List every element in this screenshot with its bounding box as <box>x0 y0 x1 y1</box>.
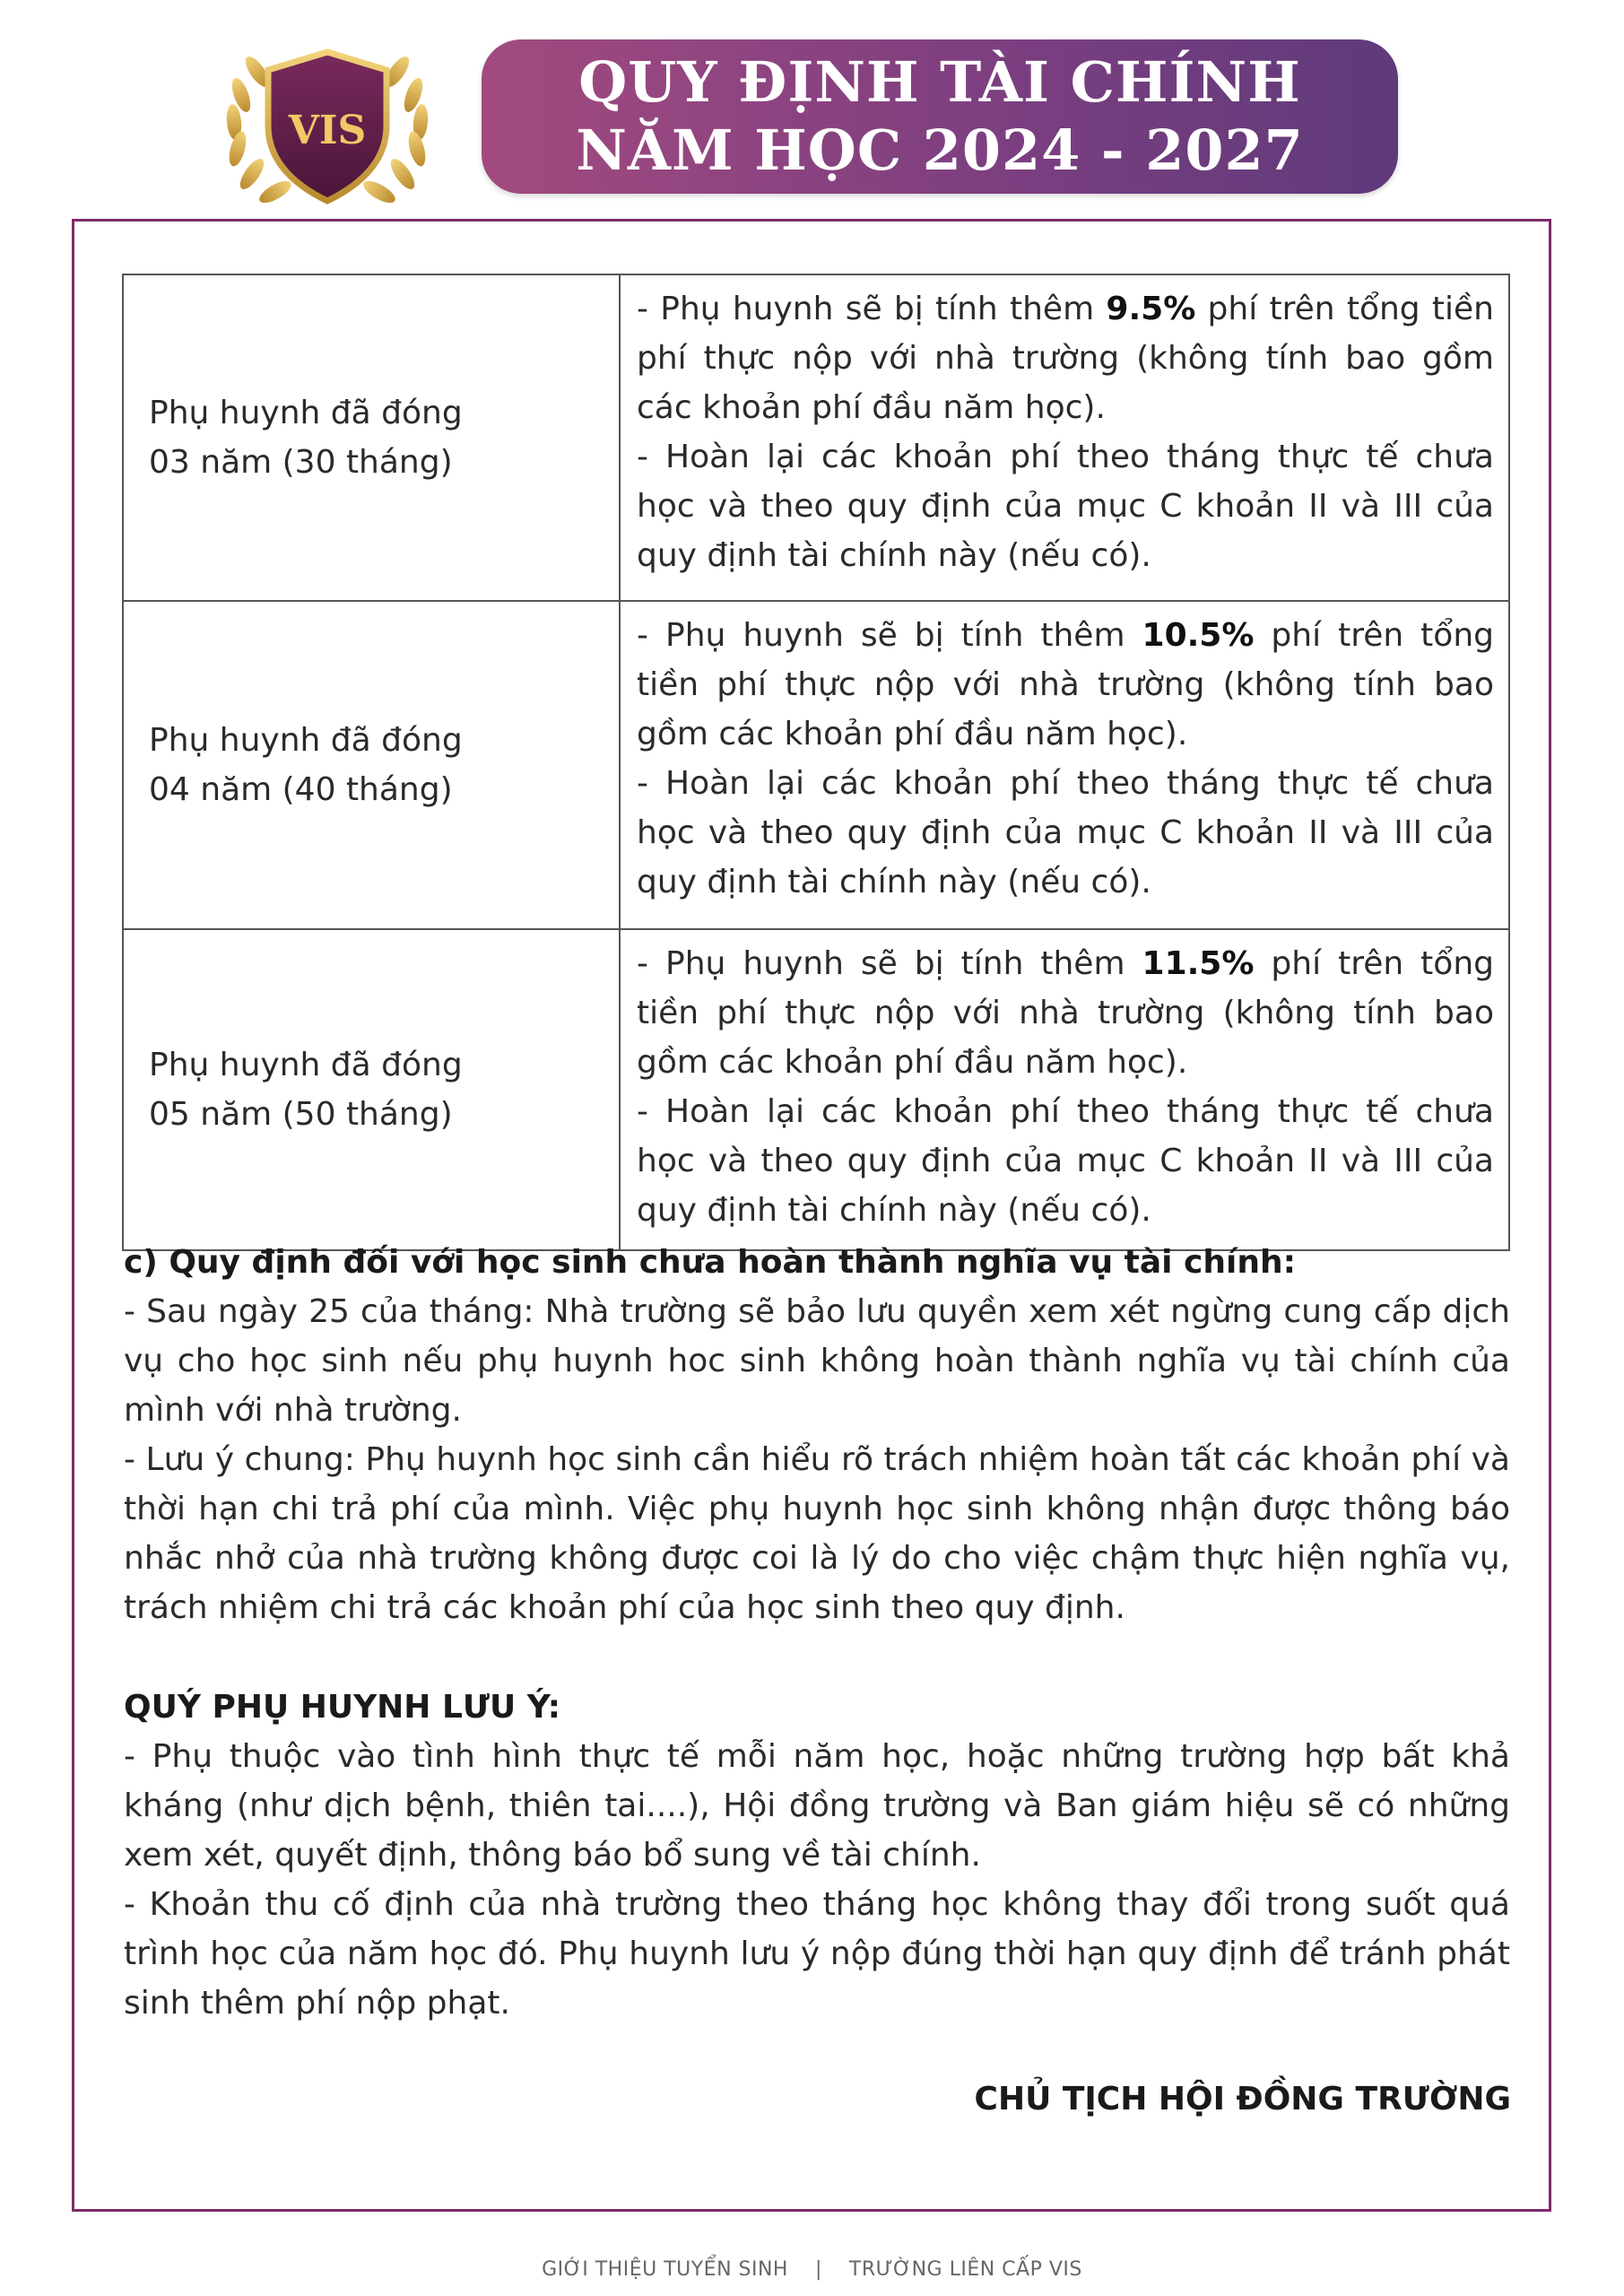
school-logo <box>202 20 453 217</box>
notice-paragraph: - Phụ thuộc vào tình hình thực tế mỗi năm học, hoặc những trường hợp bất khả kháng (như dịch bệnh, thiên tai....), Hội đồng trường và Ban giám hiệu sẽ có những xem xét, quyết định, thông báo bổ sung về tài chính. <box>124 1738 1510 1874</box>
table-row <box>123 929 1509 1250</box>
surcharge-text: - Phụ huynh sẽ bị tính thêm 11.5% phí trên tổng tiền phí thực nộp với nhà trường (không tính bao gồm các khoản phí đầu năm học). <box>637 945 1494 1081</box>
signature-title: CHỦ TỊCH HỘI ĐỒNG TRƯỜNG <box>974 2081 1511 2118</box>
notice-heading: QUÝ PHỤ HUYNH LƯU Ý: <box>124 1689 561 1726</box>
refund-text: - Hoàn lại các khoản phí theo tháng thực tế chưa học và theo quy định của mục C khoản II và III của quy định tài chính này (nếu có). <box>637 439 1494 574</box>
table-cell-label: Phụ huynh đã đóng 05 năm (50 tháng) <box>123 929 620 1250</box>
refund-text: - Hoàn lại các khoản phí theo tháng thực tế chưa học và theo quy định của mục C khoản II và III của quy định tài chính này (nếu có). <box>637 1093 1494 1229</box>
surcharge-text: - Phụ huynh sẽ bị tính thêm 10.5% phí trên tổng tiền phí thực nộp với nhà trường (không tính bao gồm các khoản phí đầu năm học). <box>637 617 1494 752</box>
table-cell-label: Phụ huynh đã đóng 04 năm (40 tháng) <box>123 601 620 929</box>
surcharge-text: - Phụ huynh sẽ bị tính thêm 9.5% phí trên tổng tiền phí thực nộp với nhà trường (không tính bao gồm các khoản phí đầu năm học). <box>637 291 1494 426</box>
footer-separator: | <box>814 2258 822 2281</box>
notice-section <box>124 1683 1510 2028</box>
table-cell-content <box>620 274 1509 601</box>
refund-text: - Hoàn lại các khoản phí theo tháng thực tế chưa học và theo quy định của mục C khoản II và III của quy định tài chính này (nếu có). <box>637 765 1494 900</box>
table-row <box>123 274 1509 601</box>
table-row <box>123 601 1509 929</box>
page-title: QUY ĐỊNH TÀI CHÍNH <box>578 49 1301 115</box>
surcharge-percent: 9.5% <box>1106 291 1196 327</box>
section-c-paragraph: - Sau ngày 25 của tháng: Nhà trường sẽ bảo lưu quyền xem xét ngừng cung cấp dịch vụ cho học sinh nếu phụ huynh hoc sinh không hoàn thành nghĩa vụ tài chính của mình với nhà trường. <box>124 1293 1510 1429</box>
title-banner <box>482 39 1398 194</box>
surcharge-percent: 10.5% <box>1142 617 1255 654</box>
section-c-heading: c) Quy định đối với học sinh chưa hoàn thành nghĩa vụ tài chính: <box>124 1244 1297 1281</box>
fee-table <box>122 274 1510 1251</box>
section-c-paragraph: - Lưu ý chung: Phụ huynh học sinh cần hiểu rõ trách nhiệm hoàn tất các khoản phí và thời hạn chi trả phí của mình. Việc phụ huynh học sinh không nhận được thông báo nhắc nhở của nhà trường không được coi là lý do cho việc chậm thực hiện nghĩa vụ, trách nhiệm chi trả các khoản phí của học sinh theo quy định. <box>124 1441 1510 1626</box>
page-footer <box>0 2258 1624 2281</box>
surcharge-percent: 11.5% <box>1142 945 1255 982</box>
table-cell-content <box>620 929 1509 1250</box>
page-subtitle: NĂM HỌC 2024 - 2027 <box>576 117 1304 183</box>
table-cell-label: Phụ huynh đã đóng 03 năm (30 tháng) <box>123 274 620 601</box>
footer-right-text: TRƯỜNG LIÊN CẤP VIS <box>848 2258 1082 2281</box>
table-cell-content <box>620 601 1509 929</box>
notice-paragraph: - Khoản thu cố định của nhà trường theo tháng học không thay đổi trong suốt quá trình học của năm học đó. Phụ huynh lưu ý nộp đúng thời hạn quy định để tránh phát sinh thêm phí nộp phạt. <box>124 1886 1510 2022</box>
footer-left-text: GIỚI THIỆU TUYỂN SINH <box>542 2258 788 2281</box>
svg-text:VIS: VIS <box>288 108 367 153</box>
section-c <box>124 1238 1510 1632</box>
